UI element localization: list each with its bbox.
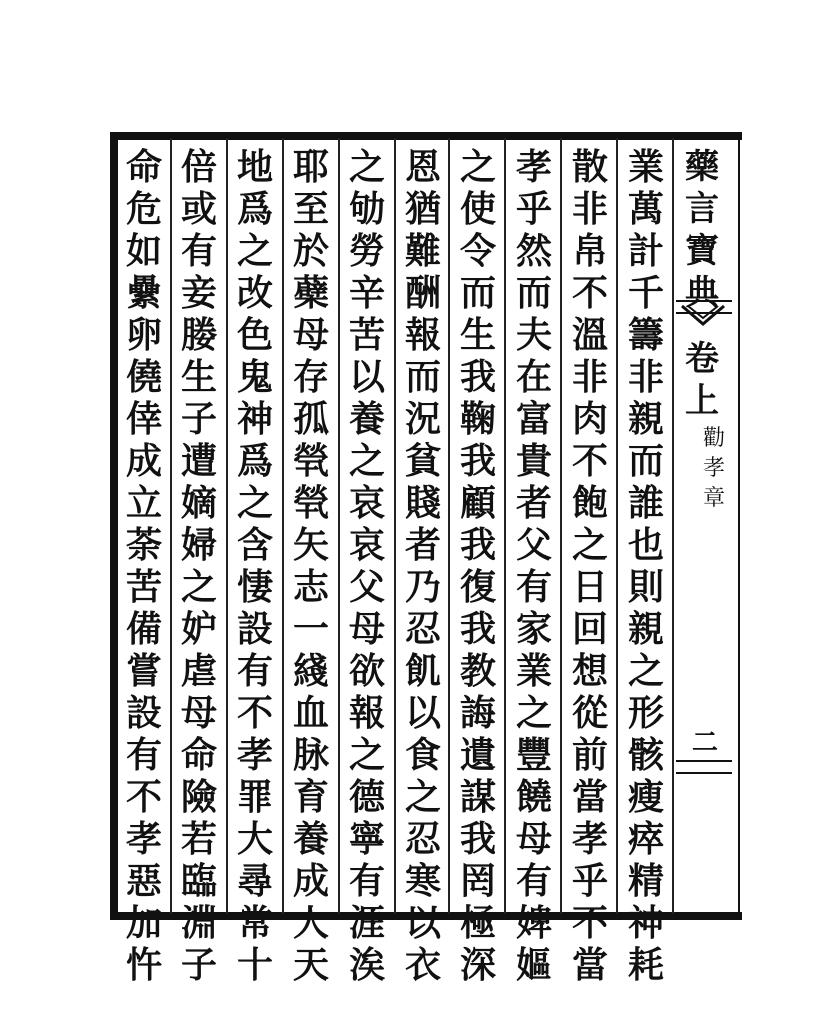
text-character: 常 bbox=[236, 902, 273, 944]
text-character: 子 bbox=[180, 944, 217, 986]
text-character: 至 bbox=[292, 188, 329, 230]
text-character: 大 bbox=[236, 818, 273, 860]
text-column-10 bbox=[118, 146, 170, 986]
text-character: 成 bbox=[125, 440, 162, 482]
text-character: 勞 bbox=[348, 230, 385, 272]
text-character: 遭 bbox=[180, 440, 217, 482]
text-character: 豐 bbox=[515, 734, 552, 776]
text-character: 然 bbox=[515, 230, 552, 272]
text-character: 不 bbox=[236, 692, 273, 734]
text-character: 誰 bbox=[627, 482, 664, 524]
text-character: 生 bbox=[459, 314, 496, 356]
text-character: 煢 bbox=[292, 440, 329, 482]
text-character: 有 bbox=[125, 734, 162, 776]
edge-character: 上 bbox=[685, 381, 719, 421]
text-character: 倍 bbox=[180, 146, 217, 188]
text-character: 親 bbox=[627, 608, 664, 650]
text-character: 血 bbox=[292, 692, 329, 734]
text-character: 乎 bbox=[515, 188, 552, 230]
text-character: 況 bbox=[404, 398, 441, 440]
text-character: 報 bbox=[404, 314, 441, 356]
text-character: 我 bbox=[459, 440, 496, 482]
text-character: 於 bbox=[292, 230, 329, 272]
text-character: 我 bbox=[459, 818, 496, 860]
text-character: 如 bbox=[125, 230, 162, 272]
text-character: 在 bbox=[515, 356, 552, 398]
text-character: 謀 bbox=[459, 776, 496, 818]
gutter-rule bbox=[672, 138, 674, 914]
text-character: 成 bbox=[292, 860, 329, 902]
text-character: 人 bbox=[292, 902, 329, 944]
text-character: 孝 bbox=[571, 818, 608, 860]
text-character: 衣 bbox=[404, 944, 441, 986]
text-character: 以 bbox=[404, 692, 441, 734]
text-character: 酬 bbox=[404, 272, 441, 314]
text-character: 婢 bbox=[515, 902, 552, 944]
text-character: 當 bbox=[571, 776, 608, 818]
text-character: 之 bbox=[236, 482, 273, 524]
text-character: 之 bbox=[348, 440, 385, 482]
text-character: 父 bbox=[515, 524, 552, 566]
text-character: 有 bbox=[515, 566, 552, 608]
text-character: 精 bbox=[627, 860, 664, 902]
text-column-6 bbox=[341, 146, 393, 986]
text-character: 從 bbox=[571, 692, 608, 734]
edge-character: 章 bbox=[702, 486, 725, 511]
text-character: 飢 bbox=[404, 650, 441, 692]
text-character: 育 bbox=[292, 776, 329, 818]
text-character: 而 bbox=[459, 272, 496, 314]
text-character: 嘗 bbox=[125, 650, 162, 692]
text-character: 設 bbox=[236, 608, 273, 650]
text-character: 使 bbox=[459, 188, 496, 230]
column-rule bbox=[226, 138, 228, 914]
edge-character: 典 bbox=[685, 273, 719, 313]
text-character: 回 bbox=[571, 608, 608, 650]
text-character: 誨 bbox=[459, 692, 496, 734]
text-character: 養 bbox=[292, 818, 329, 860]
text-character: 我 bbox=[459, 356, 496, 398]
text-character: 夫 bbox=[515, 314, 552, 356]
text-character: 臨 bbox=[180, 860, 217, 902]
text-character: 涘 bbox=[348, 944, 385, 986]
text-character: 當 bbox=[571, 944, 608, 986]
text-character: 則 bbox=[627, 566, 664, 608]
edge-character: 孝 bbox=[702, 456, 725, 481]
text-character: 業 bbox=[627, 146, 664, 188]
text-character: 婦 bbox=[180, 524, 217, 566]
text-character: 加 bbox=[125, 902, 162, 944]
text-character: 極 bbox=[459, 902, 496, 944]
edge-character: 藥 bbox=[685, 147, 719, 187]
text-character: 德 bbox=[348, 776, 385, 818]
edge-book-title bbox=[676, 146, 728, 314]
text-character: 淵 bbox=[180, 902, 217, 944]
text-character: 媵 bbox=[180, 314, 217, 356]
text-character: 者 bbox=[515, 482, 552, 524]
text-character: 之 bbox=[236, 230, 273, 272]
text-column-5 bbox=[397, 146, 449, 986]
text-character: 妒 bbox=[180, 608, 217, 650]
text-character: 顧 bbox=[459, 482, 496, 524]
text-character: 復 bbox=[459, 566, 496, 608]
text-character: 籌 bbox=[627, 314, 664, 356]
text-character: 僥 bbox=[125, 356, 162, 398]
text-character: 而 bbox=[515, 272, 552, 314]
text-character: 貴 bbox=[515, 440, 552, 482]
text-character: 生 bbox=[180, 356, 217, 398]
frame-top-border bbox=[110, 132, 742, 140]
edge-character: 卷 bbox=[685, 339, 719, 379]
text-character: 之 bbox=[459, 146, 496, 188]
text-character: 寒 bbox=[404, 860, 441, 902]
text-character: 形 bbox=[627, 692, 664, 734]
text-character: 之 bbox=[348, 146, 385, 188]
text-character: 富 bbox=[515, 398, 552, 440]
text-character: 危 bbox=[125, 188, 162, 230]
text-character: 纍 bbox=[125, 272, 162, 314]
text-character: 萬 bbox=[627, 188, 664, 230]
text-character: 耗 bbox=[627, 944, 664, 986]
text-character: 嫗 bbox=[515, 944, 552, 986]
text-character: 親 bbox=[627, 398, 664, 440]
text-character: 虐 bbox=[180, 650, 217, 692]
text-character: 忤 bbox=[125, 944, 162, 986]
column-rule bbox=[560, 138, 562, 914]
text-character: 天 bbox=[292, 944, 329, 986]
text-character: 有 bbox=[348, 860, 385, 902]
text-character: 我 bbox=[459, 524, 496, 566]
text-character: 存 bbox=[292, 356, 329, 398]
text-character: 惡 bbox=[125, 860, 162, 902]
text-character: 之 bbox=[515, 692, 552, 734]
text-character: 想 bbox=[571, 650, 608, 692]
text-character: 肉 bbox=[571, 398, 608, 440]
text-character: 哀 bbox=[348, 482, 385, 524]
text-character: 卵 bbox=[125, 314, 162, 356]
text-character: 哀 bbox=[348, 524, 385, 566]
column-rule bbox=[394, 138, 396, 914]
text-character: 含 bbox=[236, 524, 273, 566]
text-character: 前 bbox=[571, 734, 608, 776]
text-column-8 bbox=[229, 146, 281, 986]
text-character: 一 bbox=[292, 608, 329, 650]
text-character: 瘁 bbox=[627, 818, 664, 860]
text-character: 帛 bbox=[571, 230, 608, 272]
text-character: 也 bbox=[627, 524, 664, 566]
text-character: 乃 bbox=[404, 566, 441, 608]
text-character: 者 bbox=[404, 524, 441, 566]
frame-left-border bbox=[110, 132, 118, 920]
text-character: 悽 bbox=[236, 566, 273, 608]
text-character: 孝 bbox=[125, 818, 162, 860]
text-character: 報 bbox=[348, 692, 385, 734]
text-character: 饒 bbox=[515, 776, 552, 818]
text-character: 苦 bbox=[348, 314, 385, 356]
text-character: 子 bbox=[180, 398, 217, 440]
text-character: 令 bbox=[459, 230, 496, 272]
text-character: 劬 bbox=[348, 188, 385, 230]
text-character: 備 bbox=[125, 608, 162, 650]
text-character: 養 bbox=[348, 398, 385, 440]
text-column-3 bbox=[508, 146, 560, 986]
text-character: 非 bbox=[627, 356, 664, 398]
text-character: 瘦 bbox=[627, 776, 664, 818]
text-character: 命 bbox=[125, 146, 162, 188]
fish-tail-mark-icon bbox=[680, 304, 726, 326]
text-character: 之 bbox=[180, 566, 217, 608]
text-character: 母 bbox=[180, 692, 217, 734]
text-character: 倖 bbox=[125, 398, 162, 440]
column-rule bbox=[282, 138, 284, 914]
text-character: 脉 bbox=[292, 734, 329, 776]
folio-number: 二 bbox=[691, 728, 718, 758]
text-character: 母 bbox=[515, 818, 552, 860]
text-character: 深 bbox=[459, 944, 496, 986]
text-character: 難 bbox=[404, 230, 441, 272]
text-character: 十 bbox=[236, 944, 273, 986]
text-character: 貧 bbox=[404, 440, 441, 482]
column-rule bbox=[504, 138, 506, 914]
text-column-7 bbox=[285, 146, 337, 986]
text-character: 教 bbox=[459, 650, 496, 692]
text-character: 爲 bbox=[236, 440, 273, 482]
text-character: 孤 bbox=[292, 398, 329, 440]
text-character: 嫡 bbox=[180, 482, 217, 524]
text-character: 非 bbox=[571, 188, 608, 230]
text-character: 父 bbox=[348, 566, 385, 608]
text-character: 飽 bbox=[571, 482, 608, 524]
text-character: 神 bbox=[236, 398, 273, 440]
text-character: 散 bbox=[571, 146, 608, 188]
text-character: 忍 bbox=[404, 818, 441, 860]
text-character: 耶 bbox=[292, 146, 329, 188]
text-character: 溫 bbox=[571, 314, 608, 356]
text-character: 不 bbox=[571, 440, 608, 482]
text-character: 之 bbox=[404, 776, 441, 818]
text-character: 不 bbox=[571, 902, 608, 944]
text-column-2 bbox=[564, 146, 616, 986]
text-character: 寧 bbox=[348, 818, 385, 860]
text-character: 千 bbox=[627, 272, 664, 314]
text-character: 孝 bbox=[236, 734, 273, 776]
text-character: 蘗 bbox=[292, 272, 329, 314]
text-character: 立 bbox=[125, 482, 162, 524]
text-character: 神 bbox=[627, 902, 664, 944]
text-character: 地 bbox=[236, 146, 273, 188]
text-character: 我 bbox=[459, 608, 496, 650]
text-character: 險 bbox=[180, 776, 217, 818]
text-character: 命 bbox=[180, 734, 217, 776]
text-character: 而 bbox=[627, 440, 664, 482]
text-character: 設 bbox=[125, 692, 162, 734]
text-character: 非 bbox=[571, 356, 608, 398]
text-character: 鞠 bbox=[459, 398, 496, 440]
edge-character: 言 bbox=[685, 189, 719, 229]
text-column-4 bbox=[452, 146, 504, 986]
frame-right-border bbox=[738, 132, 740, 920]
text-character: 業 bbox=[515, 650, 552, 692]
text-character: 家 bbox=[515, 608, 552, 650]
text-character: 乎 bbox=[571, 860, 608, 902]
text-character: 之 bbox=[571, 524, 608, 566]
text-character: 爲 bbox=[236, 188, 273, 230]
text-character: 罔 bbox=[459, 860, 496, 902]
text-character: 改 bbox=[236, 272, 273, 314]
text-character: 罪 bbox=[236, 776, 273, 818]
text-character: 忍 bbox=[404, 608, 441, 650]
text-character: 日 bbox=[571, 566, 608, 608]
text-column-1 bbox=[620, 146, 672, 986]
text-character: 以 bbox=[348, 356, 385, 398]
text-character: 孝 bbox=[515, 146, 552, 188]
text-character: 矢 bbox=[292, 524, 329, 566]
edge-chapter bbox=[688, 424, 740, 514]
edge-volume bbox=[676, 338, 728, 422]
text-character: 有 bbox=[180, 230, 217, 272]
text-character: 而 bbox=[404, 356, 441, 398]
text-character: 之 bbox=[348, 734, 385, 776]
text-character: 母 bbox=[348, 608, 385, 650]
text-character: 色 bbox=[236, 314, 273, 356]
text-character: 食 bbox=[404, 734, 441, 776]
text-character: 欲 bbox=[348, 650, 385, 692]
text-character: 辛 bbox=[348, 272, 385, 314]
text-character: 不 bbox=[125, 776, 162, 818]
text-character: 之 bbox=[627, 650, 664, 692]
text-character: 不 bbox=[571, 272, 608, 314]
text-column-9 bbox=[173, 146, 225, 986]
column-rule bbox=[616, 138, 618, 914]
text-character: 有 bbox=[515, 860, 552, 902]
text-character: 苦 bbox=[125, 566, 162, 608]
text-character: 骸 bbox=[627, 734, 664, 776]
text-character: 志 bbox=[292, 566, 329, 608]
text-character: 猶 bbox=[404, 188, 441, 230]
text-character: 荼 bbox=[125, 524, 162, 566]
column-rule bbox=[170, 138, 172, 914]
text-character: 妾 bbox=[180, 272, 217, 314]
text-character: 涯 bbox=[348, 902, 385, 944]
text-character: 或 bbox=[180, 188, 217, 230]
text-character: 綫 bbox=[292, 650, 329, 692]
text-character: 尋 bbox=[236, 860, 273, 902]
text-character: 計 bbox=[627, 230, 664, 272]
column-rule bbox=[338, 138, 340, 914]
text-character: 遺 bbox=[459, 734, 496, 776]
text-character: 母 bbox=[292, 314, 329, 356]
edge-character: 寶 bbox=[685, 231, 719, 271]
double-rule-lower bbox=[676, 760, 732, 774]
text-character: 賤 bbox=[404, 482, 441, 524]
text-character: 若 bbox=[180, 818, 217, 860]
text-character: 煢 bbox=[292, 482, 329, 524]
text-character: 恩 bbox=[404, 146, 441, 188]
text-character: 以 bbox=[404, 902, 441, 944]
edge-character: 勸 bbox=[702, 426, 725, 451]
text-character: 有 bbox=[236, 650, 273, 692]
text-character: 鬼 bbox=[236, 356, 273, 398]
